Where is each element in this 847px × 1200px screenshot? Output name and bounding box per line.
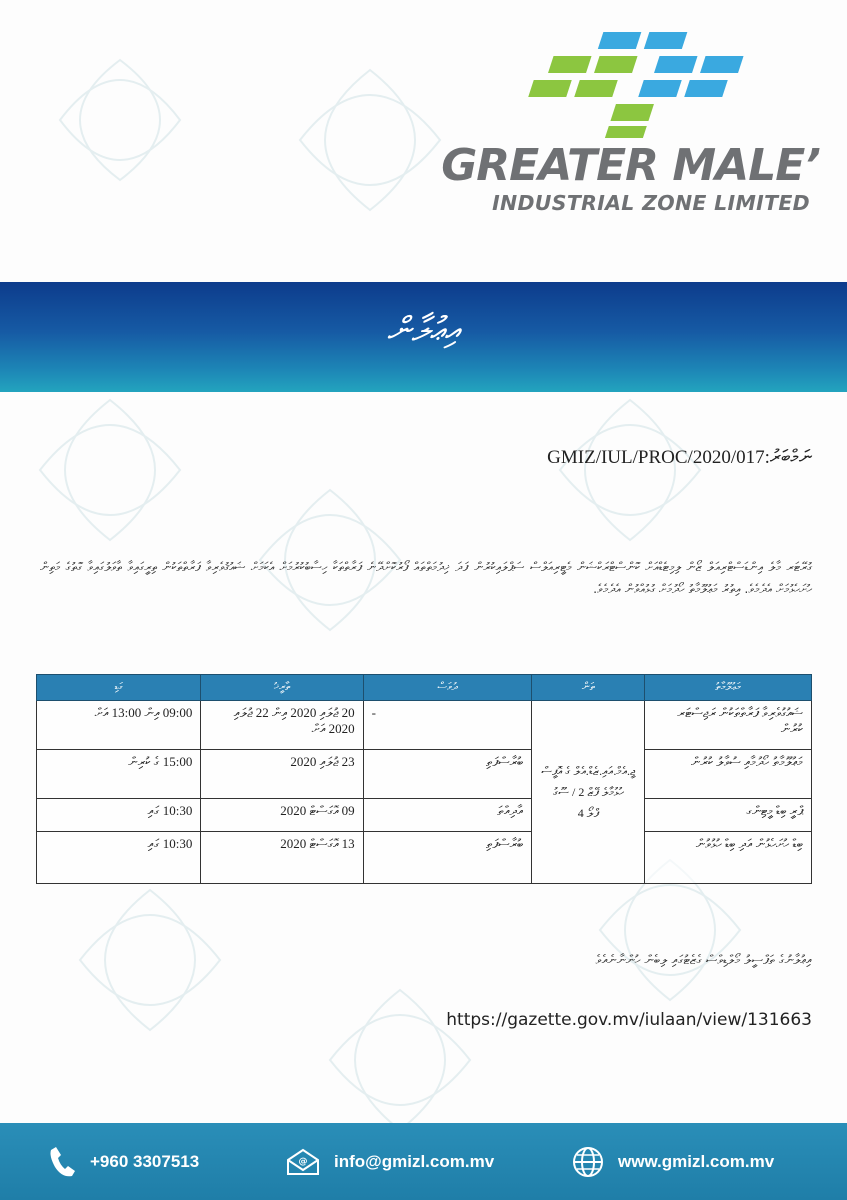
footer-phone[interactable] <box>48 1147 199 1177</box>
cell-venue <box>532 701 645 884</box>
table-header-row <box>37 675 812 701</box>
reference-label: ނަމްބަރު: <box>764 447 812 468</box>
cell-day: - <box>363 701 532 750</box>
email-address: info@gmizl.com.mv <box>334 1152 495 1171</box>
company-name: GREATER MALE’ <box>441 140 820 191</box>
venue-line: ހުޅުމާލެ ފޭޒް 2 / ސޫގު <box>553 784 624 799</box>
col-header-day: ދުވަސް <box>363 675 532 701</box>
table-row <box>37 701 812 750</box>
col-header-date: ތާރީޚު <box>201 675 363 701</box>
cell-info: މަޢުލޫމާތު ހޯދުމާއި ސުވާލު ކުރުން <box>645 750 812 799</box>
cell-date: 09 އޮގަސްޓް 2020 <box>201 799 363 832</box>
phone-icon <box>48 1145 76 1179</box>
cell-date: 13 އޮގަސްޓް 2020 <box>201 832 363 884</box>
announcement-body: ގުރޭޓަރ މާލެ އިންޑަސްޓްރިއަލް ޒޯން ލިމިޓެޑްއަށް ކޮންސްޓްރަކްޝަން މެޓީރިއަލްސް ސަޕްލައިކުރުން ފަދަ ޚިދުމަތްތައް ފޯރުކޮށްދޭނެ ފަރާތްތަކާ ހިސާބުކުރުމަށް އެކަމަށް ޝައުޤުވެރިވާ ފަރާތްތަކުން ތިރީގައިވާ ތާވަލުގައިވާ ގޮތުގެ މަތިން ހުށަހެޅުމަށް އެދެމެވެ. އިތުރު މަޢުލޫމާތު ހޯދުމަށް ގުޅުއްވުން އެދެމެވެ. <box>40 559 812 596</box>
col-header-info: މަޢުލޫމާތު <box>645 675 812 701</box>
cell-time: 10:30 ގައި <box>37 832 201 884</box>
phone-number: +960 3307513 <box>90 1152 200 1171</box>
cell-info: ބިޑް ހުށަހެޅުން އަދި ބިޑް ހުޅުވުން <box>645 832 812 884</box>
table-row <box>37 832 812 884</box>
gazette-link[interactable]: https://gazette.gov.mv/iulaan/view/131663 <box>446 1010 812 1030</box>
cell-info: ޕްރީ ބިޑް މީޓިންގ <box>645 799 812 832</box>
footer-email[interactable] <box>286 1147 494 1177</box>
page-title: އިޢުލާން <box>386 310 461 350</box>
company-logo-icon <box>520 30 770 140</box>
cell-date: 20 ޖުލައި 2020 އިން 22 ޖުލައި 2020 އަށް <box>201 701 363 750</box>
globe-icon <box>572 1146 604 1178</box>
venue-line: ޖީ.އެމް.އައި.ޒެޑް.އެލް ގެ އޮފީސް <box>541 763 636 778</box>
cell-time: 15:00 ގެ ކުރިން <box>37 750 201 799</box>
cell-day: ބުރާސްފަތި <box>363 750 532 799</box>
table-row <box>37 799 812 832</box>
email-icon <box>286 1148 320 1176</box>
cell-day: އާދިއްތަ <box>363 799 532 832</box>
col-header-time: ގަޑި <box>37 675 201 701</box>
footer-website[interactable] <box>572 1147 774 1177</box>
title-banner <box>0 282 847 392</box>
cell-time: 09:00 އިން 13:00 އަށް <box>37 701 201 750</box>
svg-text:@: @ <box>298 1157 308 1167</box>
cell-time: 10:30 ގައި <box>37 799 201 832</box>
cell-info: ޝައުގުވެރިވާ ފަރާތްތަކުން ރަޖިސްޓަރ ކުރުން <box>645 701 812 750</box>
footer-bar <box>0 1123 847 1200</box>
gazette-note: އިޢުލާނުގެ ތަފްސީލު މޯލްޑިވްސް ގެޒެޓުގައި ލިބެން ހުންނާނެއެވެ <box>595 953 812 968</box>
venue-line: ފްލޯ 4 <box>577 805 599 820</box>
reference-value: GMIZ/IUL/PROC/2020/017 <box>547 447 765 468</box>
website-url: www.gmizl.com.mv <box>618 1152 775 1171</box>
cell-date: 23 ޖުލައި 2020 <box>201 750 363 799</box>
company-subtitle: INDUSTRIAL ZONE LIMITED <box>492 191 810 215</box>
col-header-venue: ތަން <box>532 675 645 701</box>
cell-day: ބުރާސްފަތި <box>363 832 532 884</box>
table-row <box>37 750 812 799</box>
reference-number <box>380 447 812 469</box>
schedule-table <box>36 674 812 884</box>
